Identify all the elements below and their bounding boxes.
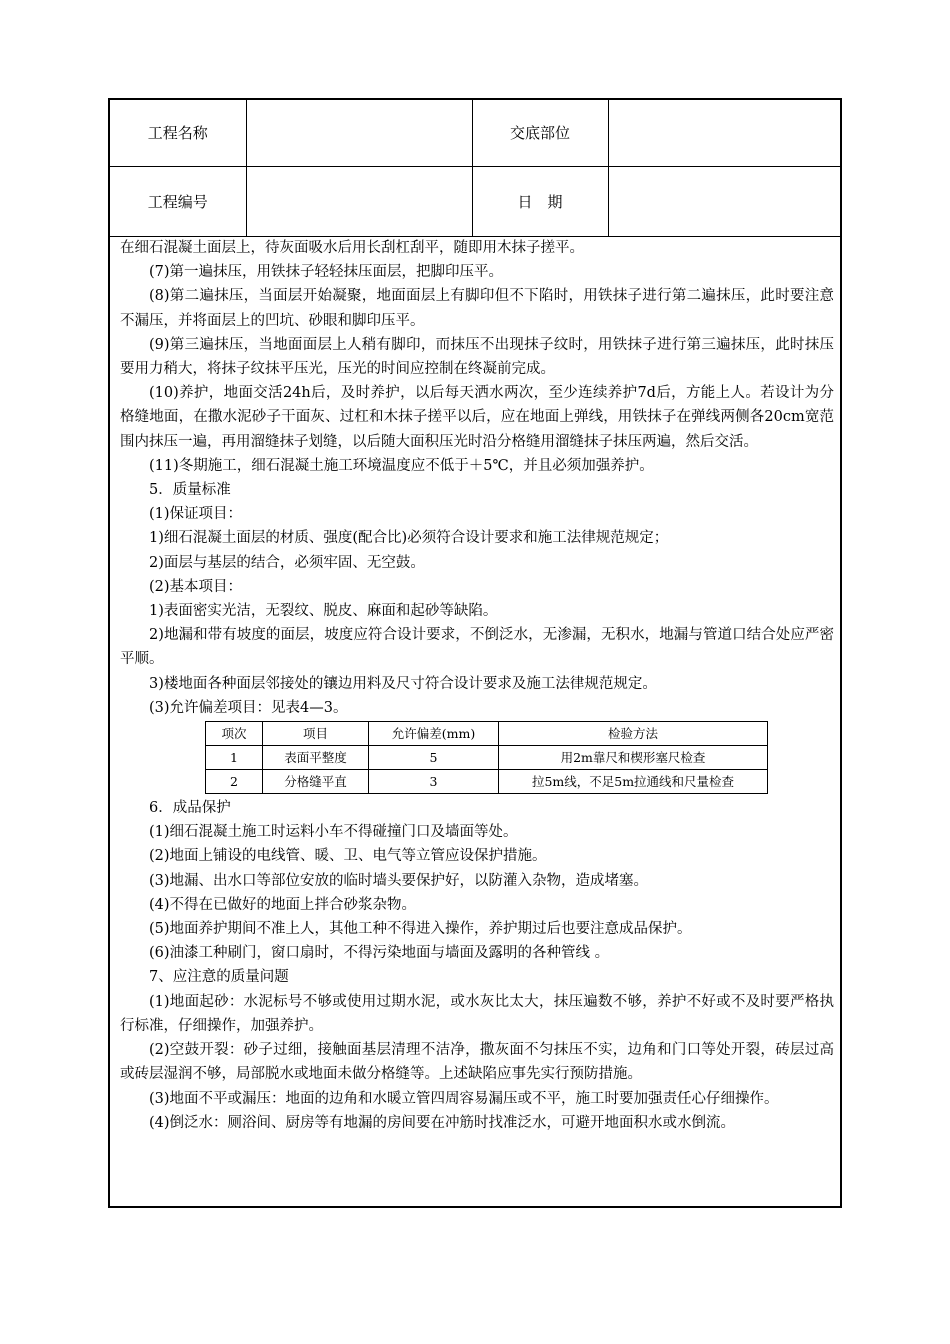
paragraph: (1)细石混凝土施工时运料小车不得碰撞门口及墙面等处。 bbox=[149, 824, 518, 841]
paragraph: 1)细石混凝土面层的材质、强度(配合比)必须符合设计要求和施工法律规范规定； bbox=[149, 530, 669, 547]
document-frame bbox=[108, 98, 842, 1208]
table-header-row bbox=[206, 722, 768, 746]
paragraph: (1)保证项目： bbox=[149, 506, 243, 523]
table-cell: 表面平整度 bbox=[263, 746, 369, 770]
paragraph: (11)冬期施工，细石混凝土施工环境温度应不低于＋5℃，并且必须加强养护。 bbox=[149, 457, 654, 474]
table-row bbox=[206, 746, 768, 770]
paragraph: 1)表面密实光洁，无裂纹、脱皮、麻面和起砂等缺陷。 bbox=[149, 603, 498, 620]
paragraph: (3)地漏、出水口等部位安放的临时墙头要保护好，以防灌入杂物，造成堵塞。 bbox=[149, 872, 649, 889]
paragraph: (3)地面不平或漏压：地面的边角和水暖立管四周容易漏压或不平，施工时要加强责任心仔细操作。 bbox=[149, 1090, 779, 1107]
section-heading: 6．成品保护 bbox=[149, 800, 231, 817]
paragraph: 2)面层与基层的结合，必须牢固、无空鼓。 bbox=[149, 554, 425, 571]
paragraph: 2)地漏和带有坡度的面层，坡度应符合设计要求，不倒泛水，无渗漏，无积水，地漏与管道口结合处应严密平顺。 bbox=[120, 627, 834, 668]
project-name-label: 工程名称 bbox=[110, 100, 246, 166]
handover-part-value bbox=[608, 100, 840, 166]
table-cell: 5 bbox=[369, 746, 499, 770]
project-no-value bbox=[246, 166, 472, 236]
tolerance-table bbox=[205, 721, 768, 794]
table-header-cell: 项目 bbox=[263, 722, 369, 746]
paragraph: 在细石混凝土面层上，待灰面吸水后用长刮杠刮平，随即用木抹子搓平。 bbox=[120, 240, 584, 256]
table-cell: 2 bbox=[206, 770, 263, 794]
project-name-value bbox=[246, 100, 472, 166]
header-table bbox=[110, 100, 840, 237]
paragraph: (2)基本项目： bbox=[149, 578, 243, 595]
handover-part-label: 交底部位 bbox=[472, 100, 608, 166]
paragraph: (1)地面起砂：水泥标号不够或使用过期水泥，或水灰比太大，抹压遍数不够，养护不好或不及时要严格执行标准，仔细操作，加强养护。 bbox=[120, 993, 834, 1034]
table-header-cell: 项次 bbox=[206, 722, 263, 746]
document-body bbox=[120, 236, 834, 1135]
paragraph: (5)地面养护期间不准上人，其他工种不得进入操作，养护期过后也要注意成品保护。 bbox=[149, 921, 692, 938]
project-no-label: 工程编号 bbox=[110, 166, 246, 236]
paragraph: (3)允许偏差项目：见表4—3。 bbox=[149, 699, 348, 716]
paragraph: (7)第一遍抹压，用铁抹子轻轻抹压面层，把脚印压平。 bbox=[149, 264, 504, 281]
paragraph: (4)不得在已做好的地面上拌合砂浆杂物。 bbox=[149, 896, 417, 913]
paragraph: 3)楼地面各种面层邻接处的镶边用料及尺寸符合设计要求及施工法律规范规定。 bbox=[149, 675, 657, 692]
table-cell: 拉5m线，不足5m拉通线和尺量检查 bbox=[499, 770, 768, 794]
section-heading: 7、应注意的质量问题 bbox=[149, 969, 289, 986]
table-cell: 1 bbox=[206, 746, 263, 770]
date-value bbox=[608, 166, 840, 236]
section-heading: 5．质量标准 bbox=[149, 482, 231, 499]
paragraph: (9)第三遍抹压，当地面面层上人稍有脚印，而抹压不出现抹子纹时，用铁抹子进行第三遍抹压，此时抹压要用力稍大，将抹子纹抹平压光，压光的时间应控制在终凝前完成。 bbox=[120, 336, 834, 378]
paragraph: (6)油漆工种刷门，窗口扇时，不得污染地面与墙面及露明的各种管线 。 bbox=[149, 945, 610, 962]
table-row bbox=[206, 770, 768, 794]
table-header-cell: 检验方法 bbox=[499, 722, 768, 746]
table-cell: 分格缝平直 bbox=[263, 770, 369, 794]
paragraph: (2)地面上铺设的电线管、暖、卫、电气等立管应设保护措施。 bbox=[149, 848, 547, 865]
date-label: 日 期 bbox=[472, 166, 608, 236]
paragraph: (2)空鼓开裂：砂子过细，接触面基层清理不洁净，撒灰面不匀抹压不实，边角和门口等处开裂，砖层过高或砖层湿润不够，局部脱水或地面未做分格缝等。上述缺陷应事先实行预防措施。 bbox=[120, 1042, 834, 1083]
table-cell: 3 bbox=[369, 770, 499, 794]
paragraph: (4)倒泛水：厕浴间、厨房等有地漏的房间要在冲筋时找准泛水，可避开地面积水或水倒流。 bbox=[149, 1114, 736, 1131]
paragraph: (8)第二遍抹压，当面层开始凝聚，地面面层上有脚印但不下陷时，用铁抹子进行第二遍抹压，此时要注意不漏压，并将面层上的凹坑、砂眼和脚印压平。 bbox=[120, 288, 834, 329]
table-header-cell: 允许偏差(mm) bbox=[369, 722, 499, 746]
paragraph: (10)养护，地面交活24h后，及时养护，以后每天洒水两次，至少连续养护7d后，方能上人。若设计为分格缝地面，在撒水泥砂子干面灰、过杠和木抹子搓平以后，应在地面上弹线，用铁抹子在弹线两侧各20cm宽范围内抹压一遍，再用溜缝抹子划缝，以后随大面积压光时沿分格缝用溜缝抹子抹压两遍，然后交活。 bbox=[120, 385, 834, 450]
table-cell: 用2m靠尺和楔形塞尺检查 bbox=[499, 746, 768, 770]
